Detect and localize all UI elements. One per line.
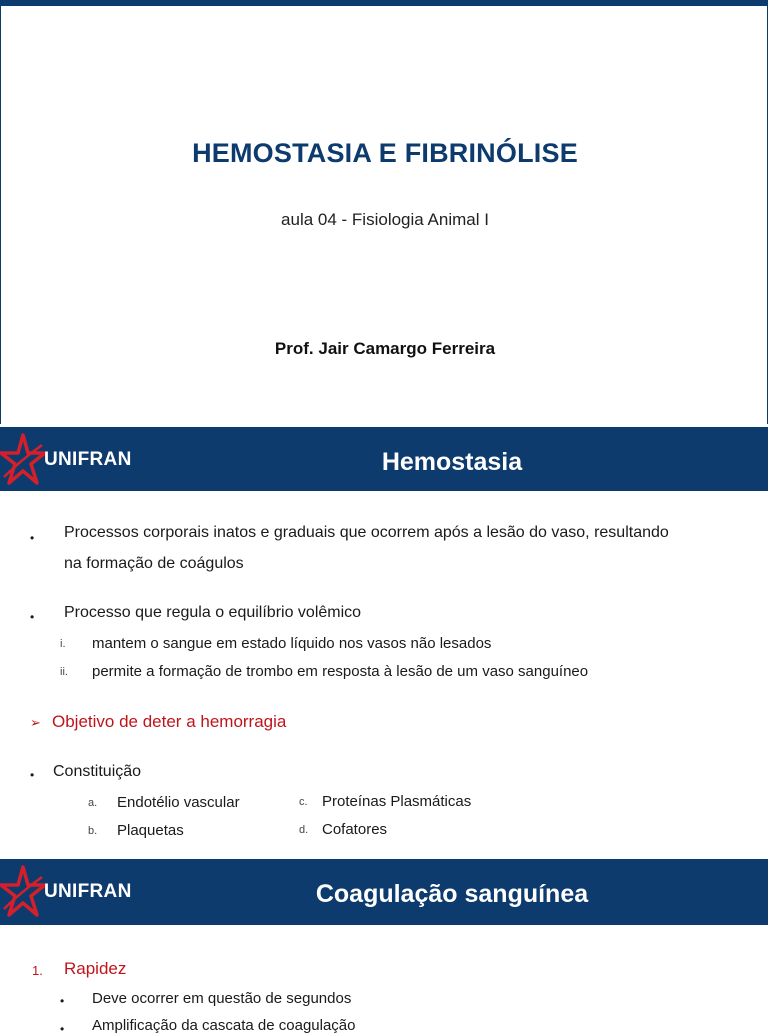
item-b: Plaquetas [117,822,184,839]
sub-bullet-2: Amplificação da cascata de coagulação [92,1017,356,1034]
item1-title: Rapidez [64,959,127,978]
section-title: Coagulação sanguínea [315,880,589,908]
unifran-logo [0,433,150,485]
bullet-dot: • [60,1022,65,1036]
coagulacao-slide [0,859,768,1036]
sub-marker-ii: ii. [60,666,68,678]
logo-text: UNIFRAN [44,881,132,902]
star-logo-icon [0,865,46,917]
slide-title: HEMOSTASIA E FIBRINÓLISE [192,138,578,168]
item-c: Proteínas Plasmáticas [322,793,472,810]
item-marker-d: d. [299,824,309,836]
objective-text: Objetivo de deter a hemorragia [52,712,287,731]
bullet-dot: • [30,531,35,545]
header-band [0,859,768,925]
section-title: Hemostasia [381,448,523,476]
arrow-bullet-icon: ➢ [30,715,41,730]
item-d: Cofatores [322,821,388,838]
unifran-logo [0,865,150,917]
bullet-dot: • [30,610,35,624]
sub-marker-i: i. [60,638,66,650]
sub-bullet-1: Deve ocorrer em questão de segundos [92,990,352,1007]
item-marker-a: a. [88,797,98,809]
slide-author: Prof. Jair Camargo Ferreira [274,339,496,358]
item-a: Endotélio vascular [117,794,240,811]
bullet2: Processo que regula o equilíbrio volêmico [64,604,362,621]
bullet-dot: • [30,768,35,782]
item1-marker: 1. [32,963,43,978]
title-slide [0,0,768,424]
sub-item-i: mantem o sangue em estado líquido nos vasos não lesados [92,635,492,652]
hemostasia-slide [0,427,768,857]
item-marker-b: b. [88,825,98,837]
slide-subtitle: aula 04 - Fisiologia Animal I [281,210,489,229]
bullet1-line2: na formação de coágulos [64,555,244,572]
star-logo-icon [0,433,46,485]
item-marker-c: c. [299,796,308,808]
bullet3: Constituição [53,763,142,780]
header-band [0,427,768,491]
sub-item-ii: permite a formação de trombo em resposta à lesão de um vaso sanguíneo [92,663,589,680]
bullet-dot: • [60,994,65,1008]
bullet1-line1: Processos corporais inatos e graduais que ocorrem após a lesão do vaso, resultando [64,524,669,541]
logo-text: UNIFRAN [44,449,132,470]
